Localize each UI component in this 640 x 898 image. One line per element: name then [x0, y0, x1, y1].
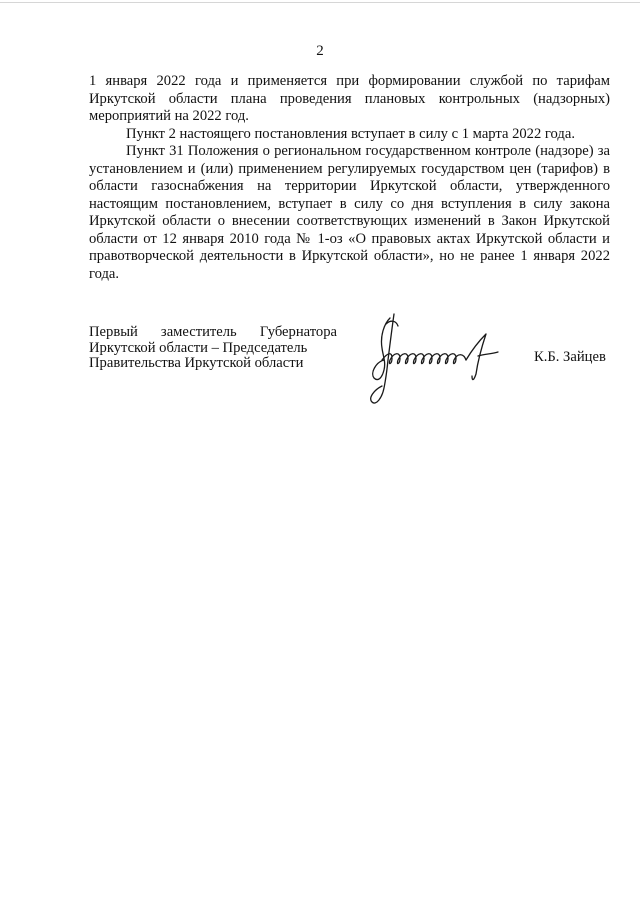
paragraph-clause-31: Пункт 31 Положения о региональном государственном контроле (надзоре) за установлением и (или) применением регулируемых государством цен (тарифов) в области газоснабжения на территории Иркутской области, утвержденного настоящим постановлением, вступает в силу со дня вступления в силу закона Иркутской области о внесении соответствующих изменений в Закон Иркутской области от 12 января 2010 года № 1-оз «О правовых актах Иркутской области и правотворческой деятельности в Иркутской области», но не ранее 1 января 2022 года. — [89, 143, 610, 282]
paragraph-continuation: 1 января 2022 года и применяется при формировании службой по тарифам Иркутской области плана проведения плановых контрольных (надзорных) мероприятий на 2022 год. — [89, 73, 610, 124]
signatory-position — [89, 325, 337, 372]
page-number: 2 — [316, 43, 324, 59]
handwritten-signature — [360, 310, 510, 415]
paragraph-clause-2: Пункт 2 настоящего постановления вступает в силу с 1 марта 2022 года. — [126, 125, 575, 142]
position-line-3: Правительства Иркутской области — [89, 355, 304, 371]
signer-name: К.Б. Зайцев — [534, 349, 606, 365]
scan-top-edge — [0, 2, 640, 3]
position-line-1: Первый заместитель Губернатора — [89, 324, 337, 340]
position-line-2: Иркутской области – Председатель — [89, 339, 308, 356]
document-body — [89, 73, 610, 283]
